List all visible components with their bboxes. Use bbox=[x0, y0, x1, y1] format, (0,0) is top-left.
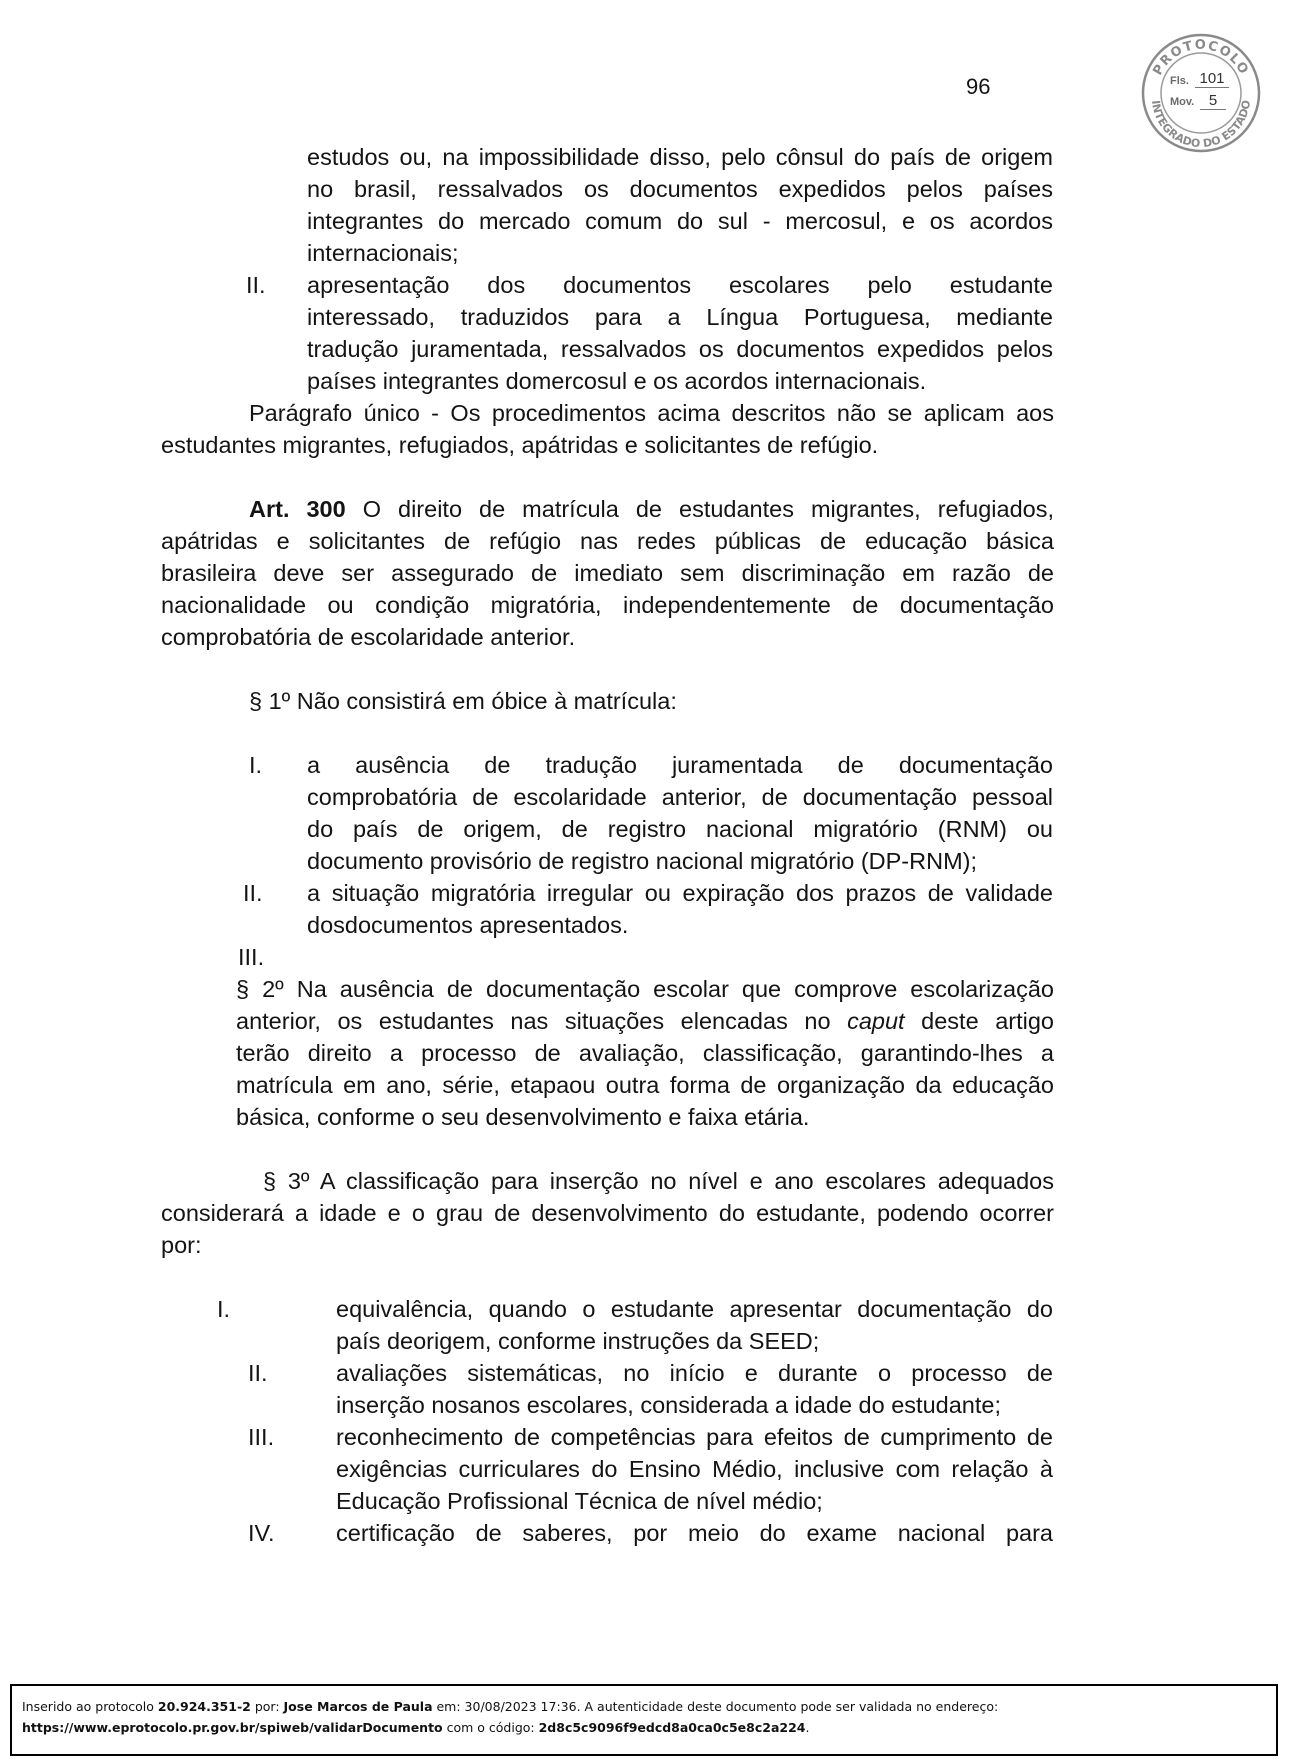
text-line: apresentação dos documentos escolares pelo estudante bbox=[307, 272, 1053, 298]
text-line: exigências curriculares do Ensino Médio, inclusive com relação à bbox=[336, 1456, 1053, 1482]
list-number: II. bbox=[248, 1360, 268, 1386]
stamp-mov-value: 5 bbox=[1200, 92, 1226, 110]
validation-url[interactable]: https://www.eprotocolo.pr.gov.br/spiweb/validarDocumento bbox=[22, 1720, 443, 1735]
text-line: reconhecimento de competências para efeitos de cumprimento de bbox=[336, 1424, 1053, 1450]
list-number: II. bbox=[243, 880, 263, 906]
list-item bbox=[307, 877, 1053, 941]
text-line: brasileira deve ser assegurado de imediato sem discriminação em razão de bbox=[161, 560, 1054, 586]
list-item bbox=[307, 269, 1053, 397]
text-line: comprobatória de escolaridade anterior, de documentação pessoal bbox=[307, 784, 1053, 810]
article-300 bbox=[249, 493, 1054, 525]
stamp-arc-bottom: INTEGRADO DO ESTADO bbox=[1149, 99, 1254, 151]
protocol-stamp bbox=[1140, 32, 1262, 154]
stamp-fls-value: 101 bbox=[1195, 70, 1229, 88]
text-line: apátridas e solicitantes de refúgio nas redes públicas de educação básica bbox=[161, 528, 1054, 554]
text-line: países integrantes domercosul e os acordos internacionais. bbox=[307, 368, 927, 394]
text-line: Art. 300 O direito de matrícula de estudantes migrantes, refugiados, bbox=[249, 496, 1054, 522]
article-300-body bbox=[161, 525, 1054, 653]
text-line: avaliações sistemáticas, no início e durante o processo de bbox=[336, 1360, 1053, 1386]
author-name: Jose Marcos de Paula bbox=[283, 1699, 433, 1714]
list-item bbox=[336, 1293, 1053, 1357]
stamp-fls-label: Fls. bbox=[1170, 75, 1189, 87]
footer-line-1: Inserido ao protocolo 20.924.351-2 por: Jose Marcos de Paula em: 30/08/2023 17:36. A autenticidade deste documento pode ser validada no endereço: bbox=[22, 1699, 999, 1714]
text-line: integrantes do mercado comum do sul - mercosul, e os acordos bbox=[307, 208, 1053, 234]
text-line: § 3º A classificação para inserção no nível e ano escolares adequados bbox=[263, 1168, 1054, 1194]
stamp-mov-label: Mov. bbox=[1170, 96, 1195, 108]
paragraph-1-heading: § 1º Não consistirá em óbice à matrícula: bbox=[249, 688, 677, 714]
text-line: inserção nosanos escolares, considerada a idade do estudante; bbox=[336, 1392, 1001, 1418]
text-line: certificação de saberes, por meio do exame nacional para bbox=[336, 1520, 1053, 1546]
text-line: estudantes migrantes, refugiados, apátridas e solicitantes de refúgio. bbox=[161, 432, 879, 458]
stamp-arc-top: PROTOCOLO bbox=[1150, 37, 1252, 79]
text-line: equivalência, quando o estudante apresentar documentação do bbox=[336, 1296, 1053, 1322]
text-line: § 2º Na ausência de documentação escolar que comprove escolarização bbox=[236, 976, 1054, 1002]
text-line: nacionalidade ou condição migratória, independentemente de documentação bbox=[161, 592, 1054, 618]
text-line: do país de origem, de registro nacional migratório (RNM) ou bbox=[307, 816, 1053, 842]
list-item bbox=[336, 1517, 1053, 1549]
text-line: estudos ou, na impossibilidade disso, pelo cônsul do país de origem bbox=[307, 144, 1053, 170]
paragraph-3-body bbox=[161, 1197, 1054, 1261]
list-number: I. bbox=[249, 752, 263, 778]
text-line: dosdocumentos apresentados. bbox=[307, 912, 629, 938]
text-line: no brasil, ressalvados os documentos expedidos pelos países bbox=[307, 176, 1053, 202]
list-item bbox=[307, 749, 1053, 877]
text-line: a situação migratória irregular ou expiração dos prazos de validade bbox=[307, 880, 1053, 906]
text-line: por: bbox=[161, 1232, 202, 1258]
text-line: básica, conforme o seu desenvolvimento e faixa etária. bbox=[236, 1104, 810, 1130]
list-number: III. bbox=[238, 944, 265, 970]
page-number: 96 bbox=[966, 74, 991, 99]
text-line: terão direito a processo de avaliação, classificação, garantindo-lhes a bbox=[236, 1040, 1054, 1066]
paragrafo-unico-cont bbox=[161, 429, 1054, 461]
text-line: considerará a idade e o grau de desenvolvimento do estudante, podendo ocorrer bbox=[161, 1200, 1054, 1226]
list-number: IV. bbox=[248, 1520, 275, 1546]
list-number: III. bbox=[248, 1424, 275, 1450]
text-line: Educação Profissional Técnica de nível médio; bbox=[336, 1488, 823, 1514]
text-line: país deorigem, conforme instruções da SEED; bbox=[336, 1328, 820, 1354]
text-line: comprobatória de escolaridade anterior. bbox=[161, 624, 576, 650]
text-line: Parágrafo único - Os procedimentos acima descritos não se aplicam aos bbox=[249, 400, 1054, 426]
text-line: matrícula em ano, série, etapaou outra forma de organização da educação bbox=[236, 1072, 1054, 1098]
article-label: Art. 300 bbox=[249, 496, 346, 522]
validation-code: 2d8c5c9096f9edcd8a0ca0c5e8c2a224 bbox=[538, 1720, 806, 1735]
list-number: I. bbox=[217, 1296, 231, 1322]
text-line: a ausência de tradução juramentada de documentação bbox=[307, 752, 1053, 778]
paragraph-2 bbox=[236, 973, 1054, 1133]
protocol-number: 20.924.351-2 bbox=[157, 1699, 251, 1714]
list-number: II. bbox=[246, 272, 266, 298]
text-line: tradução juramentada, ressalvados os documentos expedidos pelos bbox=[307, 336, 1053, 362]
text-line: documento provisório de registro nacional migratório (DP-RNM); bbox=[307, 848, 978, 874]
paragraph-3 bbox=[263, 1165, 1054, 1197]
text-line: internacionais; bbox=[307, 240, 459, 266]
text-line: anterior, os estudantes nas situações elencadas no caput deste artigo bbox=[236, 1008, 1054, 1034]
paragrafo-unico bbox=[249, 397, 1054, 429]
authenticity-footer bbox=[10, 1684, 1278, 1756]
footer-line-2: https://www.eprotocolo.pr.gov.br/spiweb/validarDocumento com o código: 2d8c5c9096f9edcd8a0ca0c5e8c2a224. bbox=[22, 1720, 810, 1735]
list-item bbox=[336, 1357, 1053, 1421]
list-continuation bbox=[307, 141, 1053, 269]
text-line: interessado, traduzidos para a Língua Portuguesa, mediante bbox=[307, 304, 1053, 330]
list-item bbox=[336, 1421, 1053, 1517]
